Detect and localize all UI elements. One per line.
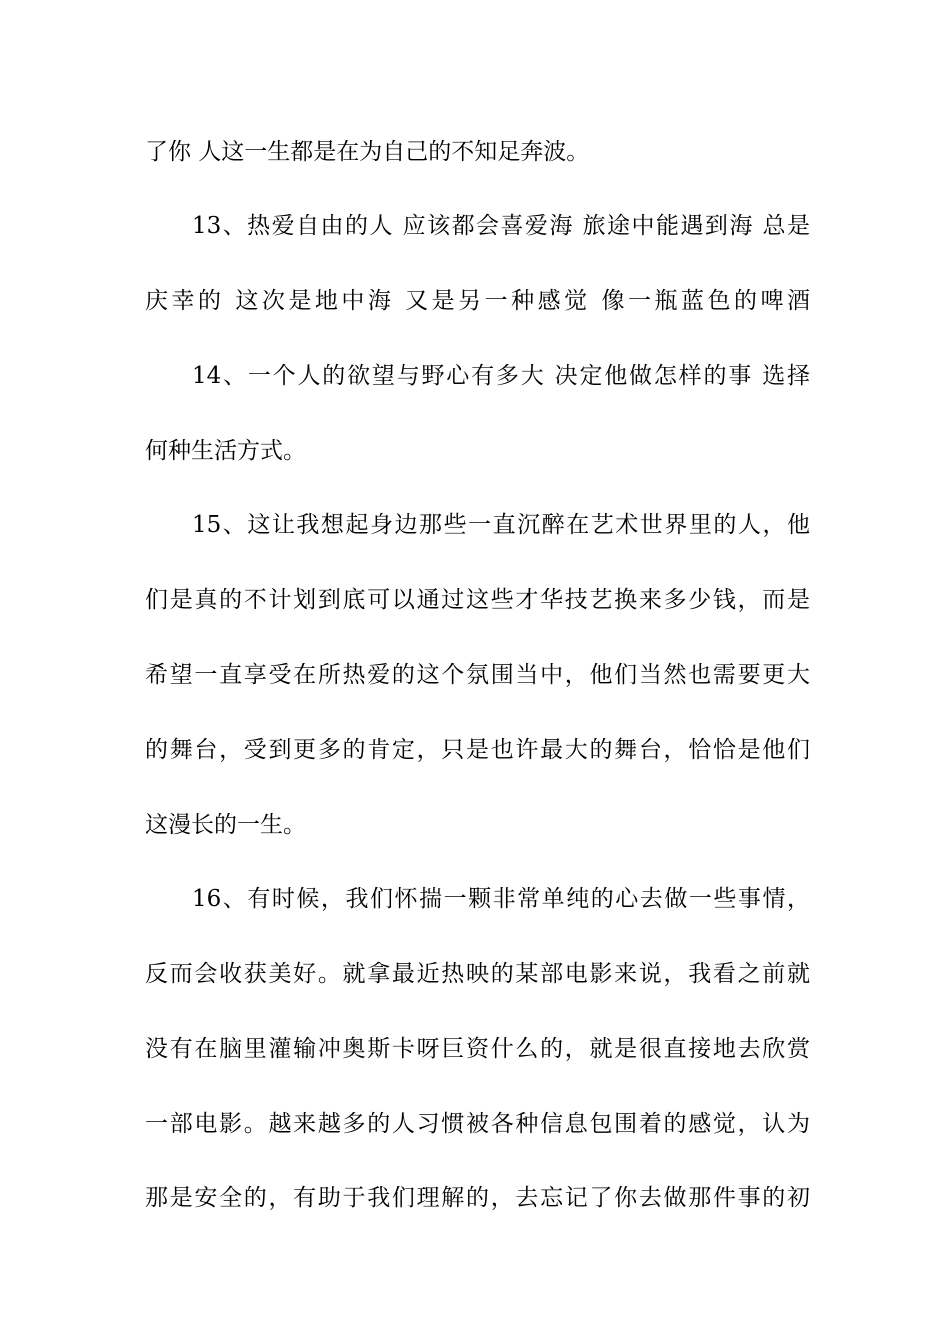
- text-line-7: 们是真的不计划到底可以通过这些才华技艺换来多少钱，而是: [145, 587, 810, 613]
- text-line-8: 希望一直享受在所热爱的这个氛围当中，他们当然也需要更大: [145, 662, 810, 688]
- text-line-6: 15、这让我想起身边那些一直沉醉在艺术世界里的人，他: [192, 512, 810, 538]
- text-line-5: 何种生活方式。: [145, 438, 306, 464]
- text-line-10: 这漫长的一生。: [145, 812, 306, 838]
- text-line-12: 反而会收获美好。就拿最近热映的某部电影来说，我看之前就: [145, 961, 810, 987]
- text-line-14: 一部电影。越来越多的人习惯被各种信息包围着的感觉，认为: [145, 1111, 810, 1137]
- text-line-13: 没有在脑里灌输冲奥斯卡呀巨资什么的，就是很直接地去欣赏: [145, 1036, 810, 1062]
- text-line-3: 庆幸的 这次是地中海 又是另一种感觉 像一瓶蓝色的啤酒: [145, 288, 810, 314]
- text-line-1: 了你 人这一生都是在为自己的不知足奔波。: [145, 139, 590, 165]
- text-line-4: 14、一个人的欲望与野心有多大 决定他做怎样的事 选择: [192, 363, 810, 389]
- text-line-9: 的舞台，受到更多的肯定，只是也许最大的舞台，恰恰是他们: [145, 737, 810, 763]
- text-line-11: 16、有时候，我们怀揣一颗非常单纯的心去做一些事情，: [192, 886, 810, 912]
- text-line-2: 13、热爱自由的人 应该都会喜爱海 旅途中能遇到海 总是: [192, 213, 810, 239]
- text-line-15: 那是安全的，有助于我们理解的，去忘记了你去做那件事的初: [145, 1185, 810, 1211]
